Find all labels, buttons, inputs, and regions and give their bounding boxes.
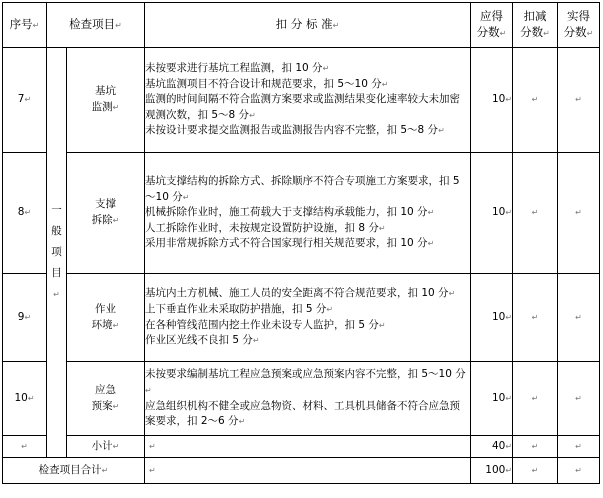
- total-row: [3, 458, 600, 484]
- row-actual-score: ↵: [558, 362, 600, 436]
- total-due-score: 100↵: [471, 458, 513, 484]
- row-actual-score: ↵: [558, 274, 600, 362]
- row-item: 应急 预案↵: [67, 362, 145, 436]
- row-item: 作业 环境↵: [67, 274, 145, 362]
- row-criteria: 基坑支撑结构的拆除方式、拆除顺序不符合专项施工方案要求，扣 5～10 分↵ 机械拆除作业时，施工荷载大于支撑结构承载能力，扣 10 分↵ 人工拆除作业时，未按规定设置防护设施，扣 8 分↵ 采用非常规拆除方式不符合国家现行相关规范要求，扣 10 分↵: [145, 153, 471, 274]
- row-criteria: 未按要求编制基坑工程应急预案或应急预案内容不完整，扣 5～10 分↵ 应急组织机构不健全或应急物资、材料、工具机具储备不符合应急预案要求，扣 2～6 分↵: [145, 362, 471, 436]
- header-due-score: 应得 分数↵: [471, 3, 513, 48]
- header-deducted-score: 扣减 分数↵: [513, 3, 558, 48]
- subtotal-actual-score: ↵: [558, 436, 600, 458]
- subtotal-seq: ↵: [3, 436, 47, 458]
- total-deducted-score: ↵: [513, 458, 558, 484]
- subtotal-deducted-score: ↵: [513, 436, 558, 458]
- row-due-score: 10↵: [471, 274, 513, 362]
- row-criteria: 基坑内土方机械、施工人员的安全距离不符合规范要求，扣 10 分↵ 上下垂直作业未采取防护措施，扣 5 分↵ 在各种管线范围内挖土作业未设专人监护，扣 5 分↵ 作业区光线不良扣 5 分↵: [145, 274, 471, 362]
- row-deducted-score: ↵: [513, 153, 558, 274]
- total-actual-score: ↵: [558, 458, 600, 484]
- subtotal-label: 小计↵: [67, 436, 145, 458]
- table-row: [3, 153, 600, 274]
- header-row: [3, 3, 600, 48]
- row-actual-score: ↵: [558, 48, 600, 153]
- subtotal-due-score: 40↵: [471, 436, 513, 458]
- header-actual-score: 实得 分数↵: [558, 3, 600, 48]
- row-item: 基坑 监测↵: [67, 48, 145, 153]
- subtotal-row: [3, 436, 600, 458]
- row-seq: 7↵: [3, 48, 47, 153]
- header-item: 检查项目↵: [47, 3, 145, 48]
- table-row: [3, 274, 600, 362]
- row-item: 支撑 拆除↵: [67, 153, 145, 274]
- row-seq: 10↵: [3, 362, 47, 436]
- table-row: [3, 362, 600, 436]
- row-criteria: 未按要求进行基坑工程监测，扣 10 分↵ 基坑监测项目不符合设计和规范要求，扣 5～10 分↵ 监测的时间间隔不符合监测方案要求或监测结果变化速率较大未加密观测次数，扣 5～8 分↵ 未按设计要求提交监测报告或监测报告内容不完整，扣 5～8 分↵: [145, 48, 471, 153]
- group-label: 一 般 项 目 ↵: [47, 48, 67, 458]
- inspection-table: [2, 2, 600, 484]
- row-deducted-score: ↵: [513, 274, 558, 362]
- row-actual-score: ↵: [558, 153, 600, 274]
- row-due-score: 10↵: [471, 48, 513, 153]
- total-criteria: ↵: [145, 458, 471, 484]
- row-due-score: 10↵: [471, 153, 513, 274]
- row-seq: 9↵: [3, 274, 47, 362]
- table-row: [3, 48, 600, 153]
- row-deducted-score: ↵: [513, 362, 558, 436]
- row-deducted-score: ↵: [513, 48, 558, 153]
- row-seq: 8↵: [3, 153, 47, 274]
- total-label: 检查项目合计↵: [3, 458, 145, 484]
- header-seq: 序号↵: [3, 3, 47, 48]
- subtotal-criteria: ↵: [145, 436, 471, 458]
- row-due-score: 10↵: [471, 362, 513, 436]
- header-criteria: 扣 分 标 准↵: [145, 3, 471, 48]
